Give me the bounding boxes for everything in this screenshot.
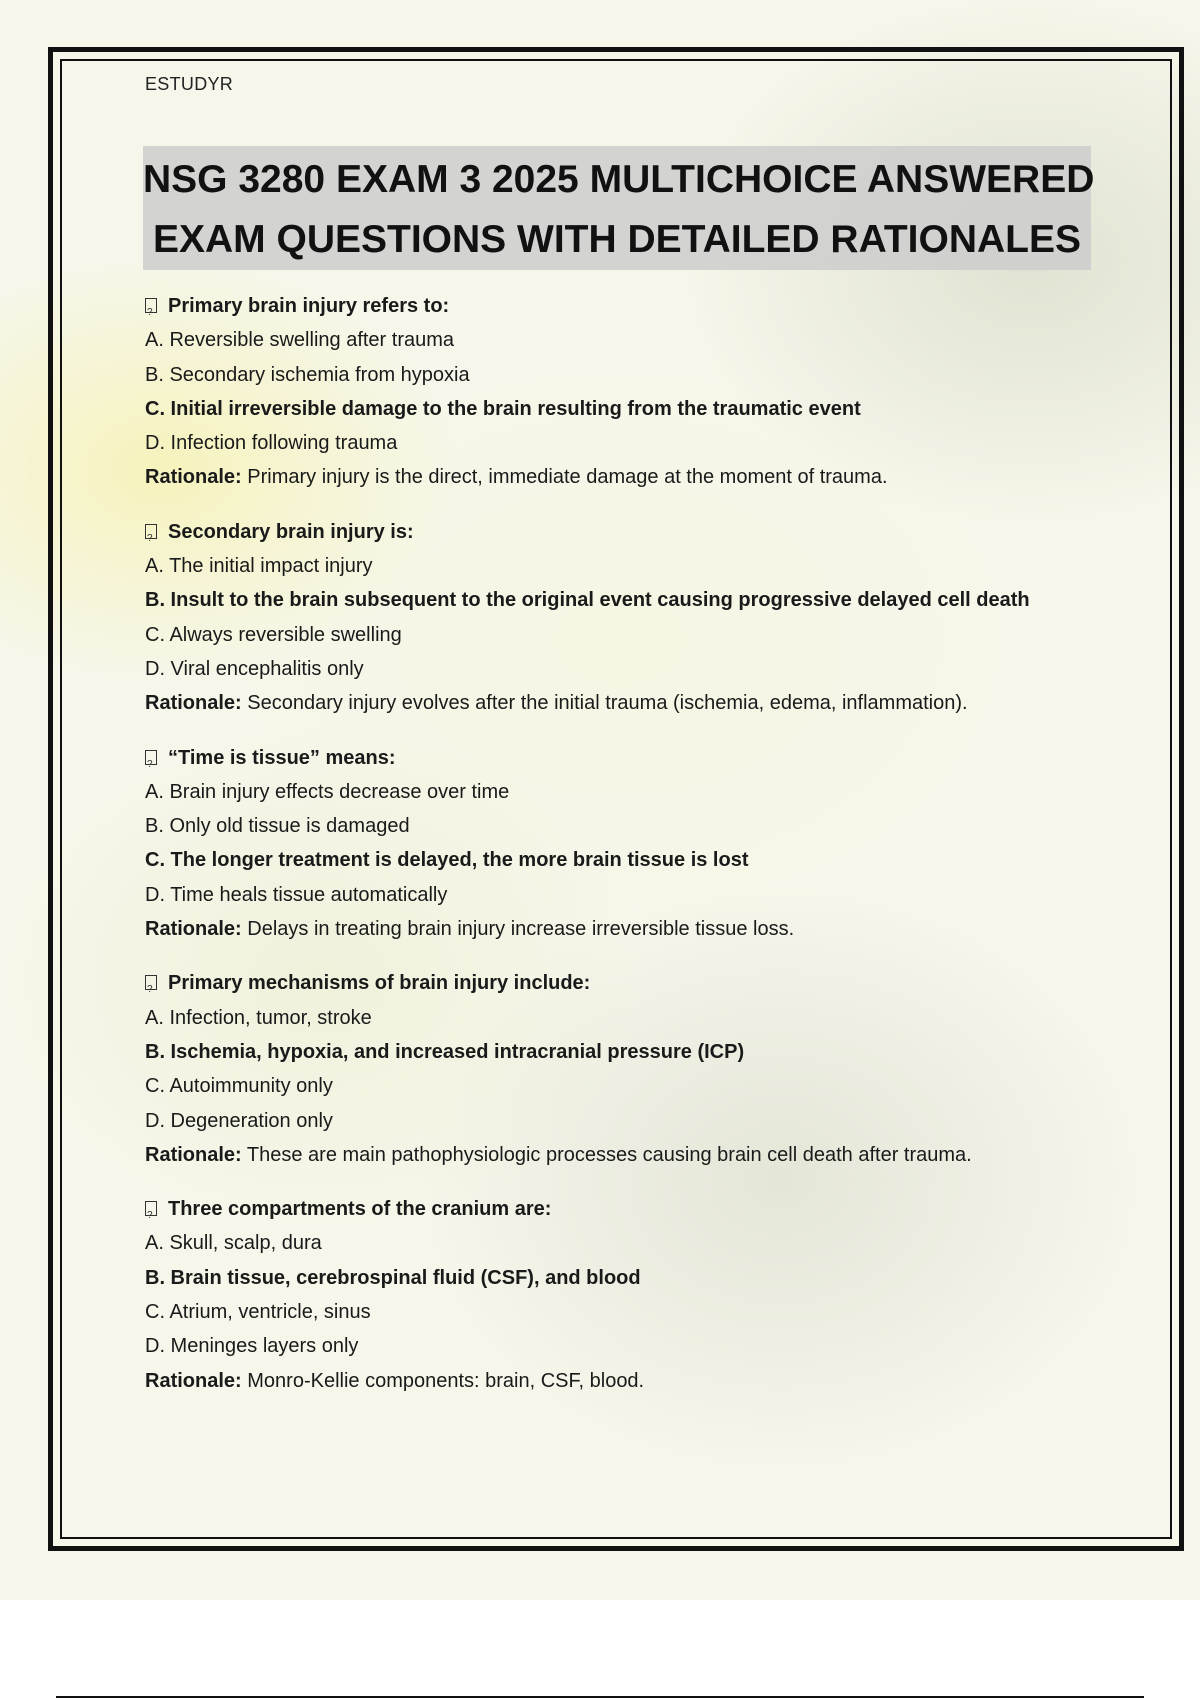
rationale-text: These are main pathophysiologic processes causing brain cell death after trauma.: [246, 1143, 972, 1166]
question-line: [145, 966, 1095, 1000]
question-list: [145, 289, 1095, 1418]
question-line: [145, 1192, 1095, 1226]
option-a: A. Skull, scalp, dura: [145, 1232, 322, 1255]
question-block: [145, 741, 1095, 947]
option-b-correct: B. Ischemia, hypoxia, and increased intracranial pressure (ICP): [145, 1040, 745, 1063]
question-line: [145, 289, 1095, 323]
option-c-correct: C. The longer treatment is delayed, the more brain tissue is lost: [145, 849, 749, 872]
option-b-correct: B. Insult to the brain subsequent to the original event causing progressive delayed cell death: [145, 589, 1030, 612]
rationale-label: Rationale:: [145, 466, 242, 489]
option-c: C. Always reversible swelling: [145, 623, 402, 646]
rationale-text: Primary injury is the direct, immediate damage at the moment of trauma.: [247, 466, 888, 489]
question-text: Three compartments of the cranium are:: [168, 1198, 552, 1221]
document-title: [143, 146, 1095, 270]
title-line-1: NSG 3280 EXAM 3 2025 MULTICHOICE ANSWERED: [143, 158, 1095, 201]
option-a: A. Reversible swelling after trauma: [145, 329, 455, 352]
question-block: [145, 515, 1095, 721]
question-text: “Time is tissue” means:: [168, 746, 396, 769]
option-d: D. Time heals tissue automatically: [145, 883, 448, 906]
rationale-label: Rationale:: [145, 1369, 242, 1392]
rationale-label: Rationale:: [145, 1143, 242, 1166]
question-line: [145, 741, 1095, 775]
option-b: B. Only old tissue is damaged: [145, 815, 410, 838]
footer-rule: [56, 1696, 1144, 1698]
option-d: D. Degeneration only: [145, 1109, 333, 1132]
question-text: Secondary brain injury is:: [168, 520, 414, 543]
rationale: [145, 1138, 1095, 1172]
option-d: D. Infection following trauma: [145, 432, 398, 455]
option-a: A. Infection, tumor, stroke: [145, 1006, 372, 1029]
question-marker-icon: [145, 1201, 157, 1216]
rationale-text: Delays in treating brain injury increase irreversible tissue loss.: [247, 918, 795, 941]
page-bottom-margin: [0, 1600, 1200, 1700]
rationale: [145, 460, 1095, 494]
rationale: [145, 686, 1095, 720]
option-c-correct: C. Initial irreversible damage to the brain resulting from the traumatic event: [145, 397, 861, 420]
question-text: Primary brain injury refers to:: [168, 295, 450, 317]
question-line: [145, 515, 1095, 549]
question-marker-icon: [145, 298, 157, 313]
option-b-correct: B. Brain tissue, cerebrospinal fluid (CSF), and blood: [145, 1266, 641, 1289]
title-line-2: EXAM QUESTIONS WITH DETAILED RATIONALES: [152, 218, 1082, 261]
option-c: C. Autoimmunity only: [145, 1075, 333, 1098]
rationale-text: Monro-Kellie components: brain, CSF, blood.: [247, 1369, 645, 1392]
question-block: [145, 289, 1095, 495]
rationale-label: Rationale:: [145, 918, 242, 941]
option-b: B. Secondary ischemia from hypoxia: [145, 363, 470, 386]
rationale: [145, 912, 1095, 946]
question-marker-icon: [145, 975, 157, 990]
option-c: C. Atrium, ventricle, sinus: [145, 1301, 371, 1324]
rationale-text: Secondary injury evolves after the initial trauma (ischemia, edema, inflammation).: [247, 692, 968, 715]
rationale-label: Rationale:: [145, 692, 242, 715]
brand-header: ESTUDYR: [145, 74, 234, 94]
question-block: [145, 966, 1095, 1172]
question-marker-icon: [145, 750, 157, 765]
question-marker-icon: [145, 524, 157, 539]
option-a: A. Brain injury effects decrease over time: [145, 780, 510, 803]
rationale: [145, 1364, 1095, 1398]
question-text: Primary mechanisms of brain injury include:: [168, 972, 591, 995]
option-d: D. Meninges layers only: [145, 1335, 359, 1358]
option-a: A. The initial impact injury: [145, 555, 373, 578]
option-d: D. Viral encephalitis only: [145, 657, 364, 680]
question-block: [145, 1192, 1095, 1398]
